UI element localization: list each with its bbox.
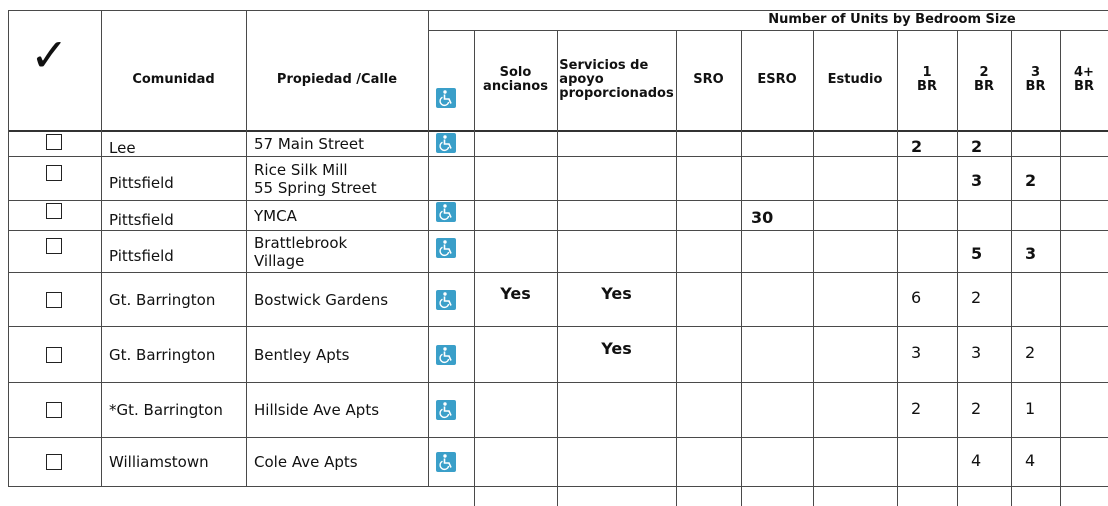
grid-line [8, 486, 1108, 487]
3br-cell: 3 [1025, 244, 1037, 263]
property-text [254, 161, 377, 197]
community-cell: Pittsfield [109, 210, 174, 229]
property-cell [246, 383, 428, 437]
bedroom-size-group-header: Number of Units by Bedroom Size [768, 12, 1016, 27]
select-checkbox[interactable] [46, 238, 62, 254]
2br-cell: 3 [971, 171, 983, 190]
text-line: BR [1025, 79, 1046, 94]
text-line: Bostwick Gardens [254, 290, 389, 309]
header-2br-text [974, 66, 994, 94]
grid-line [8, 10, 9, 486]
wheelchair-icon [436, 290, 456, 310]
community-cell: *Gt. Barrington [109, 401, 223, 419]
text-line: 55 Spring Street [254, 178, 377, 197]
property-text [254, 453, 358, 471]
1br-cell: 3 [911, 343, 922, 362]
2br-cell: 3 [971, 343, 982, 362]
1br-cell: 2 [911, 398, 922, 418]
property-cell [246, 327, 428, 382]
wheelchair-icon [436, 238, 456, 258]
2br-cell: 4 [971, 450, 982, 470]
property-cell [246, 132, 428, 156]
select-checkbox[interactable] [46, 402, 62, 418]
wheelchair-icon [436, 202, 456, 222]
header-elderly-only [474, 30, 557, 130]
community-cell: Gt. Barrington [109, 290, 216, 309]
header-4br [1060, 30, 1108, 130]
text-line: 1 [922, 65, 932, 80]
support-services-cell: Yes [601, 284, 632, 303]
community-cell: Pittsfield [109, 173, 174, 192]
header-1br-text [917, 66, 937, 94]
grid-line [8, 10, 428, 11]
header-sro [676, 30, 741, 130]
2br-cell: 5 [971, 244, 983, 263]
esro-cell: 30 [751, 208, 774, 227]
wheelchair-icon [436, 88, 456, 108]
property-text [254, 291, 388, 309]
header-3br-text [1026, 66, 1046, 94]
property-cell [246, 273, 428, 326]
text-line: Servicios de [559, 58, 649, 73]
grid-line [8, 130, 1108, 132]
property-cell [246, 231, 428, 272]
header-1br [897, 30, 957, 130]
header-4br-text [1074, 66, 1094, 94]
text-line: Village [254, 251, 305, 270]
header-2br [957, 30, 1011, 130]
community-cell: Gt. Barrington [109, 345, 216, 364]
property-text [254, 234, 347, 270]
property-text [254, 401, 379, 419]
text-line: YMCA [254, 206, 297, 225]
3br-cell: 2 [1025, 343, 1036, 362]
community-cell: Lee [109, 139, 136, 157]
text-line: 4+ [1074, 65, 1094, 80]
header-studio [813, 30, 897, 130]
text-line: proporcionados [559, 86, 674, 101]
3br-cell: 2 [1025, 171, 1037, 190]
wheelchair-icon [436, 400, 456, 420]
header-elderly-only-text [483, 66, 548, 94]
select-checkbox[interactable] [46, 347, 62, 363]
wheelchair-icon [436, 345, 456, 365]
select-checkbox[interactable] [46, 454, 62, 470]
header-esro-text: ESRO [757, 72, 797, 87]
check-mark-icon: ✓ [30, 28, 69, 82]
header-property-text: Propiedad /Calle [276, 72, 398, 87]
text-line: Solo [499, 65, 532, 80]
text-line: BR [917, 79, 937, 94]
select-checkbox[interactable] [46, 203, 62, 219]
property-cell [246, 201, 428, 230]
header-esro [741, 30, 813, 130]
2br-cell: 2 [971, 288, 982, 307]
3br-cell: 4 [1025, 450, 1036, 470]
community-cell: Williamstown [109, 453, 209, 471]
wheelchair-icon [436, 133, 456, 153]
text-line: ancianos [483, 79, 548, 94]
property-cell [246, 157, 428, 200]
1br-cell: 6 [911, 288, 922, 307]
text-line: BR [974, 79, 994, 94]
header-property [246, 30, 428, 130]
header-community [101, 30, 246, 130]
header-sro-text: SRO [693, 72, 724, 87]
property-text [254, 346, 349, 364]
select-checkbox[interactable] [46, 134, 62, 150]
text-line: Brattlebrook [254, 233, 348, 252]
property-text [254, 135, 364, 153]
grid-line [428, 10, 429, 486]
2br-cell: 2 [971, 398, 982, 418]
text-line: Rice Silk Mill [254, 160, 348, 179]
property-cell [246, 438, 428, 486]
text-line: 2 [979, 65, 989, 80]
1br-cell: 2 [911, 136, 923, 156]
text-line: BR [1074, 79, 1094, 94]
text-line: Hillside Ave Apts [254, 401, 380, 419]
text-line: Cole Ave Apts [254, 453, 358, 471]
header-3br [1011, 30, 1060, 130]
text-line: 3 [1030, 65, 1041, 80]
community-cell: Pittsfield [109, 246, 174, 265]
3br-cell: 1 [1025, 398, 1036, 418]
2br-cell: 2 [971, 136, 983, 156]
select-checkbox[interactable] [46, 292, 62, 308]
text-line: apoyo [559, 72, 604, 87]
support-services-cell: Yes [601, 339, 632, 358]
property-text [254, 207, 297, 225]
text-line: 57 Main Street [254, 135, 365, 153]
header-support-services [557, 30, 676, 130]
text-line: Bentley Apts [254, 345, 350, 364]
header-support-services-text [559, 59, 673, 101]
header-community-text: Comunidad [132, 72, 215, 87]
wheelchair-icon [436, 452, 456, 472]
elderly-only-cell: Yes [500, 284, 531, 303]
select-checkbox[interactable] [46, 165, 62, 181]
header-studio-text: Estudio [827, 72, 883, 87]
